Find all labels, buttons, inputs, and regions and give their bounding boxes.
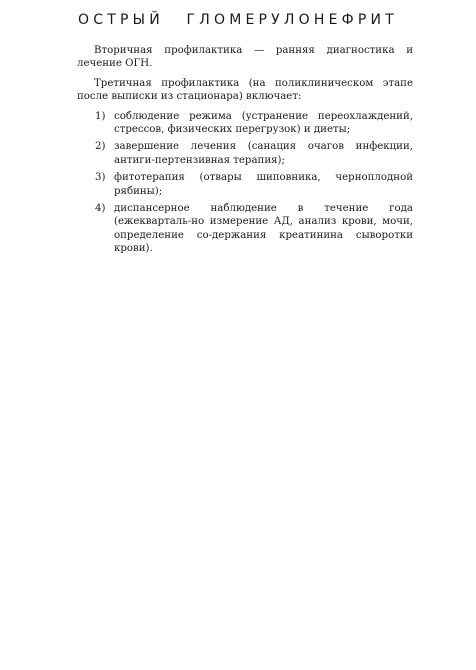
list-item — [77, 140, 413, 167]
list-item — [77, 171, 413, 198]
list-item-number: 4) — [95, 203, 106, 215]
list-item-text: фитотерапия (отвары шиповника, черноплодной рябины); — [114, 172, 413, 197]
list-item-number: 1) — [95, 110, 106, 122]
list-item-text: диспансерное наблюдение в течение года (ежекварталь-но измерение АД, анализ крови, мочи, определение со-держания креатинина сыворотки крови). — [114, 203, 413, 255]
list-item-number: 3) — [95, 172, 106, 184]
list-item — [77, 202, 413, 256]
list-item-number: 2) — [95, 141, 106, 153]
prevention-measures-list — [77, 110, 413, 256]
page-body — [77, 44, 413, 260]
list-item-text: завершение лечения (санация очагов инфекции, антиги-пертензивная терапия); — [114, 141, 413, 166]
list-item — [77, 110, 413, 137]
paragraph-tertiary-prevention: Третичная профилактика (на поликлиническом этапе после выписки из стационара) включает: — [77, 77, 413, 103]
list-item-text: соблюдение режима (устранение переохлаждений, стрессов, физических перегрузок) и диеты; — [114, 110, 413, 136]
running-title: ОСТРЫЙ ГЛОМЕРУЛОНЕФРИТ — [78, 12, 398, 28]
paragraph-secondary-prevention: Вторичная профилактика — ранняя диагностика и лечение ОГН. — [77, 45, 413, 70]
